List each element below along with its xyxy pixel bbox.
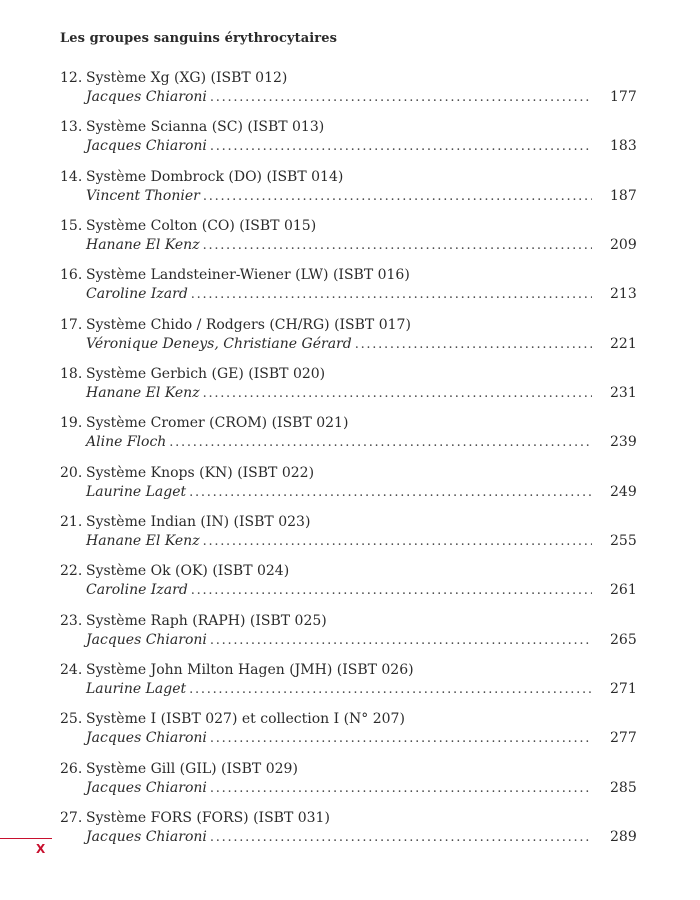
chapter-title-line [60,117,324,137]
chapter-author: Jacques Chiaroni [86,89,207,105]
dot-leader [210,729,592,749]
author-line [86,432,637,453]
chapter-number: 12. [60,70,83,86]
dot-leader [189,483,592,503]
page-number: 209 [610,237,637,254]
toc-entry[interactable] [60,117,637,166]
toc-entry[interactable] [60,413,637,462]
toc-entry[interactable] [60,611,637,660]
page-number: 255 [610,533,637,550]
chapter-title: Système FORS (FORS) (ISBT 031) [86,810,330,827]
chapter-title-line [60,463,314,483]
page-number: 277 [610,730,637,747]
page-number: 183 [610,138,637,155]
chapter-title-line [60,68,287,88]
toc-entry[interactable] [60,808,637,857]
chapter-author: Caroline Izard [86,582,188,599]
chapter-title-line [60,315,411,335]
chapter-author: Jacques Chiaroni [86,631,207,648]
author-line [86,580,637,601]
dot-leader [355,335,592,355]
chapter-author: Vincent Thonier [86,187,200,204]
chapter-number: 18. [60,366,83,383]
chapter-number: 17. [60,316,83,333]
chapter-title-line [60,561,289,581]
chapter-title: Système Indian (IN) (ISBT 023) [86,514,311,531]
chapter-title-line [60,660,414,680]
chapter-title-line [60,709,405,729]
page-number: 289 [610,829,637,846]
chapter-number: 22. [60,563,83,580]
chapter-author: Caroline Izard [86,286,188,303]
chapter-title-line [60,265,410,285]
page-number: 213 [610,286,637,303]
author-line [86,482,637,503]
chapter-author: Véronique Deneys, Christiane Gérard [86,335,352,352]
chapter-title: Système Cromer (CROM) (ISBT 021) [86,415,349,432]
toc-entry[interactable] [60,561,637,610]
chapter-title: Système Dombrock (DO) (ISBT 014) [86,168,344,185]
dot-leader [203,532,592,552]
dot-leader [210,631,592,651]
toc-entry[interactable] [60,68,637,117]
page-number: 221 [610,335,637,352]
chapter-title-line [60,808,330,828]
chapter-number: 14. [60,168,83,185]
author-line [86,728,637,749]
chapter-title: Système Chido / Rodgers (CH/RG) (ISBT 017) [86,316,411,333]
chapter-author: Jacques Chiaroni [86,730,207,747]
dot-leader [191,285,592,305]
author-line [86,778,637,799]
chapter-title-line [60,167,343,187]
chapter-number: 21. [60,514,83,531]
chapter-author: Laurine Laget [86,483,187,500]
author-line [86,630,637,651]
toc-entry[interactable] [60,216,637,265]
chapter-number: 16. [60,267,83,284]
chapter-title-line [60,364,325,384]
toc-entry[interactable] [60,709,637,758]
chapter-title: Système I (ISBT 027) et collection I (N° 207) [86,711,405,728]
chapter-title: Système Gerbich (GE) (ISBT 020) [86,366,326,383]
toc-entry[interactable] [60,759,637,808]
author-line [86,383,637,404]
dot-leader [210,779,592,799]
chapter-number: 23. [60,612,83,629]
page-number: 177 [610,89,637,105]
chapter-title: Système Gill (GIL) (ISBT 029) [86,760,298,777]
toc-entry[interactable] [60,660,637,709]
dot-leader [210,828,592,848]
page-number: 261 [610,582,637,599]
chapter-number: 20. [60,464,83,481]
toc-entry[interactable] [60,315,637,364]
dot-leader [203,187,592,207]
page-number: 285 [610,779,637,796]
toc-entry[interactable] [60,265,637,314]
chapter-author: Hanane El Kenz [86,237,200,254]
author-line [86,87,637,108]
dot-leader [210,88,592,108]
chapter-title: Système Scianna (SC) (ISBT 013) [86,119,325,136]
author-line [86,136,637,157]
chapter-number: 25. [60,711,83,728]
chapter-number: 27. [60,810,83,827]
chapter-number: 26. [60,760,83,777]
chapter-author: Hanane El Kenz [86,533,200,550]
toc-entry[interactable] [60,167,637,216]
chapter-author: Jacques Chiaroni [86,779,207,796]
chapter-title-line [60,759,298,779]
chapter-title: Système Knops (KN) (ISBT 022) [86,464,315,481]
dot-leader [203,236,592,256]
page-number: 231 [610,385,637,402]
chapter-title: Système Xg (XG) (ISBT 012) [86,70,288,86]
chapter-title-line [60,216,316,236]
author-line [86,679,637,700]
dot-leader [203,384,592,404]
chapter-title-line [60,413,348,433]
chapter-title: Système Ok (OK) (ISBT 024) [86,563,290,580]
chapter-title-line [60,611,327,631]
dot-leader [189,680,592,700]
toc-entry[interactable] [60,512,637,561]
chapter-title: Système John Milton Hagen (JMH) (ISBT 026) [86,662,414,679]
toc-entry[interactable] [60,463,637,512]
chapter-author: Jacques Chiaroni [86,829,207,846]
chapter-number: 13. [60,119,83,136]
chapter-author: Laurine Laget [86,681,187,698]
author-line [86,334,637,355]
chapter-title: Système Landsteiner-Wiener (LW) (ISBT 016) [86,267,410,284]
page-number: 187 [610,187,637,204]
chapter-number: 19. [60,415,83,432]
page-number: 249 [610,483,637,500]
toc-entry[interactable] [60,364,637,413]
chapter-author: Aline Floch [86,434,167,451]
folio-rule [0,838,52,839]
dot-leader [191,581,592,601]
dot-leader [169,433,592,453]
chapter-number: 15. [60,218,83,235]
author-line [86,531,637,552]
page-folio: X [36,842,46,856]
chapter-title: Système Colton (CO) (ISBT 015) [86,218,317,235]
running-header: Les groupes sanguins érythrocytaires [60,31,338,46]
author-line [86,235,637,256]
page-number: 239 [610,434,637,451]
page-number: 271 [610,681,637,698]
chapter-title: Système Raph (RAPH) (ISBT 025) [86,612,327,629]
dot-leader [210,137,592,157]
table-of-contents [60,68,637,858]
chapter-title-line [60,512,310,532]
chapter-author: Hanane El Kenz [86,385,200,402]
page-number: 265 [610,631,637,648]
author-line [86,827,637,848]
author-line [86,284,637,305]
chapter-number: 24. [60,662,83,679]
chapter-author: Jacques Chiaroni [86,138,207,155]
author-line [86,186,637,207]
